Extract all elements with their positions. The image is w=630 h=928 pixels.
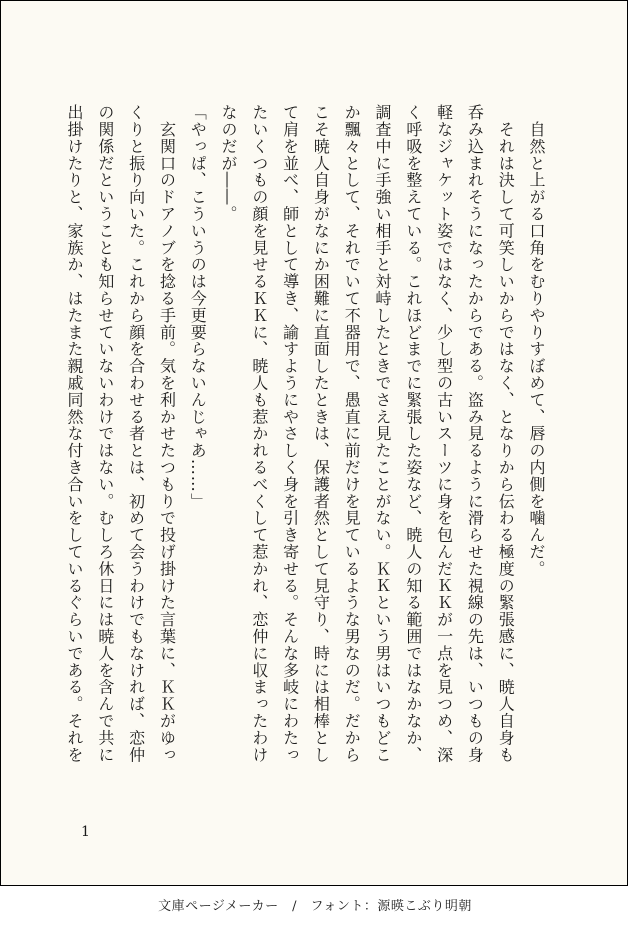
text-line: の関係だということも知らせていないわけではない。むしろ休日には暁人を含んで共に bbox=[95, 104, 115, 764]
text-line: 出掛けたりと、家族か、はたまた親戚同然な付き合いをしているぐらいである。それを bbox=[65, 104, 85, 764]
text-line: くりと振り向いた。これから顔を合わせる者とは、初めて会うわけでもなければ、恋仲 bbox=[126, 104, 146, 764]
vertical-text-body bbox=[65, 104, 551, 804]
text-line: か飄々として、それでいて不器用で、愚直に前だけを見ているような男なのだ。だから bbox=[342, 104, 362, 764]
text-line: 呑み込まれそうになったからである。盗み見るように滑らせた視線の先は、いつもの身 bbox=[465, 104, 485, 764]
text-line: こそ暁人自身がなにか困難に直面したときは、保護者然として見守り、時には相棒とし bbox=[311, 104, 331, 764]
text-line: 調査中に手強い相手と対峙したときでさえ見たことがない。ＫＫという男はいつもどこ bbox=[373, 104, 393, 764]
text-line: たいくつもの顔を見せるＫＫに、暁人も惹かれるべくして惹かれ、恋仲に収まったわけ bbox=[249, 104, 269, 764]
page-number: 1 bbox=[81, 824, 90, 840]
footer-credit: 文庫ページメーカー / フォント：源暎こぶり明朝 bbox=[158, 899, 472, 914]
text-line: 玄関口のドアノブを捻る手前。気を利かせたつもりで投げ掛けた言葉に、ＫＫがゆっ bbox=[157, 104, 177, 764]
text-line: 「やっぱ、こういうのは今更要らないんじゃあ……」 bbox=[188, 104, 208, 510]
text-line: 自然と上がる口角をむりやりすぼめて、唇の内側を噛んだ。 bbox=[527, 104, 546, 578]
text-line: なのだが――。 bbox=[219, 104, 239, 223]
text-line: 軽なジャケット姿ではなく、少し型の古いスーツに身を包んだＫＫが一点を見つめ、深 bbox=[434, 104, 454, 764]
text-line: く呼吸を整えている。これほどまでに緊張した姿など、暁人の知る範囲ではなかなか、 bbox=[403, 104, 423, 764]
text-line: それは決して可笑しいからではなく、となりから伝わる極度の緊張感に、暁人自身も bbox=[496, 104, 516, 764]
text-line: て肩を並べ、師として導き、諭すようにやさしく身を引き寄せる。そんな多岐にわたっ bbox=[280, 104, 300, 764]
